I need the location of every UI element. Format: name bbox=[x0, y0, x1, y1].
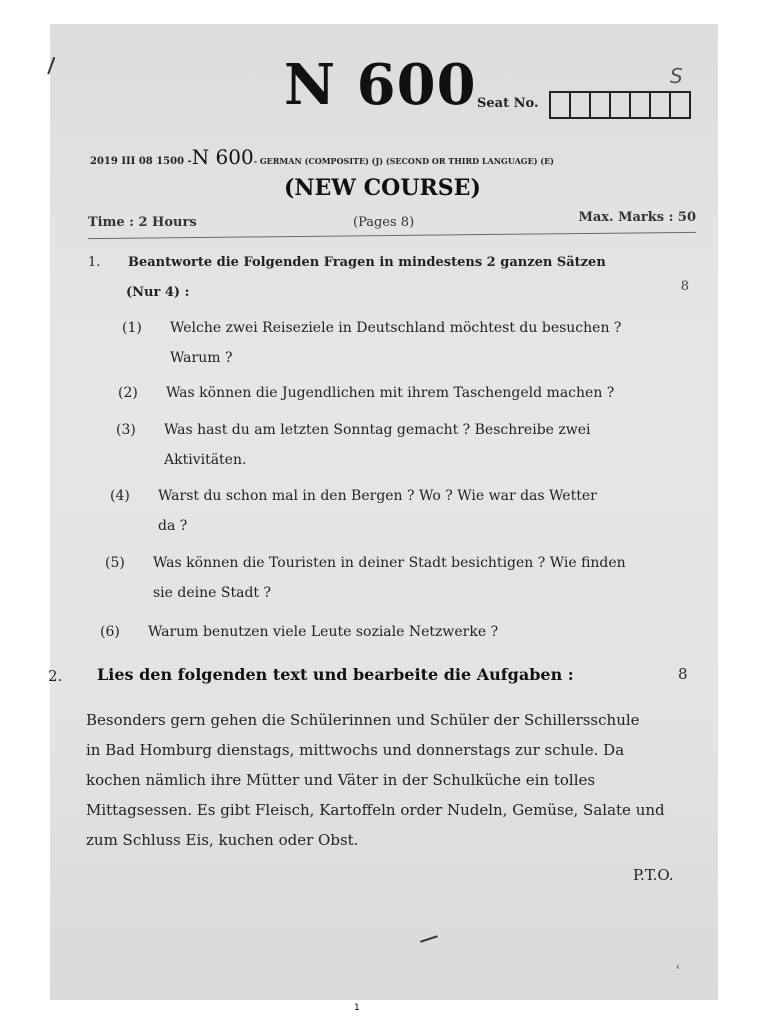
item-line: sie deine Stadt ? bbox=[153, 585, 271, 601]
item-line: Aktivitäten. bbox=[164, 452, 247, 468]
question-marks: 8 bbox=[680, 279, 689, 294]
passage-line: Besonders gern gehen die Schülerinnen und Schüler der Schillersschule bbox=[86, 711, 640, 729]
item-text bbox=[170, 313, 621, 373]
exam-meta bbox=[88, 212, 696, 232]
passage-line: in Bad Homburg dienstags, mittwochs und donnerstags zur schule. Da bbox=[86, 741, 625, 759]
seat-box bbox=[629, 91, 651, 119]
passage-line: kochen nämlich ihre Mütter und Väter in der Schulküche ein tolles bbox=[86, 771, 596, 789]
item-line: da ? bbox=[158, 518, 188, 534]
item-number: (1) bbox=[122, 320, 142, 336]
item-line: Welche zwei Reiseziele in Deutschland möchtest du besuchen ? bbox=[170, 320, 622, 336]
please-turn-over: P.T.O. bbox=[633, 866, 674, 884]
seat-box bbox=[669, 91, 691, 119]
item-number: (2) bbox=[118, 385, 138, 401]
seat-number-boxes bbox=[549, 91, 689, 119]
margin-scribble: S bbox=[670, 64, 683, 88]
item-number: (3) bbox=[116, 422, 136, 438]
reading-passage bbox=[86, 705, 688, 855]
item-line: Warst du schon mal in den Bergen ? Wo ? Wie war das Wetter bbox=[158, 488, 597, 504]
seat-box bbox=[649, 91, 671, 119]
item-text bbox=[164, 415, 591, 475]
passage-line: zum Schluss Eis, kuchen oder Obst. bbox=[86, 831, 359, 849]
course-title: (NEW COURSE) bbox=[284, 175, 481, 201]
subject-code: N 600 bbox=[191, 145, 254, 169]
seat-box bbox=[589, 91, 611, 119]
question-subtext: (Nur 4) : bbox=[126, 285, 190, 300]
item-text: Warum benutzen viele Leute soziale Netzwerke ? bbox=[148, 624, 499, 640]
max-marks: Max. Marks : 50 bbox=[578, 210, 696, 225]
page-count: (Pages 8) bbox=[353, 215, 415, 230]
passage-line: Mittagsessen. Es gibt Fleisch, Kartoffeln order Nudeln, Gemüse, Salate und bbox=[86, 801, 665, 819]
item-number: (6) bbox=[100, 624, 120, 640]
subject-prefix: 2019 III 08 1500 - bbox=[90, 156, 192, 167]
seat-box bbox=[549, 91, 571, 119]
item-text: Was können die Jugendlichen mit ihrem Taschengeld machen ? bbox=[166, 385, 615, 401]
question-marks: 8 bbox=[678, 665, 688, 683]
seat-box bbox=[569, 91, 591, 119]
seat-box bbox=[609, 91, 631, 119]
question-text: Beantworte die Folgenden Fragen in mindestens 2 ganzen Sätzen bbox=[128, 255, 606, 270]
item-number: (4) bbox=[110, 488, 130, 504]
subject-text: - GERMAN (COMPOSITE) (J) (SECOND OR THIRD LANGUAGE) (E) bbox=[253, 156, 554, 166]
item-number: (5) bbox=[105, 555, 125, 571]
corner-pen-mark: ‹ bbox=[676, 962, 680, 973]
seat-number-label: Seat No. bbox=[477, 96, 539, 111]
item-line: Warum ? bbox=[170, 350, 233, 366]
item-line: Was können die Touristen in deiner Stadt besichtigen ? Wie finden bbox=[153, 555, 626, 571]
time-limit: Time : 2 Hours bbox=[88, 215, 197, 230]
question-2-heading: Lies den folgenden text und bearbeite die Aufgaben : bbox=[97, 665, 574, 684]
page-number: 1 bbox=[354, 1003, 360, 1013]
exam-code: N 600 bbox=[284, 52, 477, 118]
item-text bbox=[153, 548, 626, 608]
item-text bbox=[158, 481, 597, 541]
subject-line bbox=[90, 145, 695, 169]
question-number: 1. bbox=[88, 255, 101, 270]
question-number: 2. bbox=[48, 667, 63, 685]
item-line: Was hast du am letzten Sonntag gemacht ? Beschreibe zwei bbox=[164, 422, 591, 438]
